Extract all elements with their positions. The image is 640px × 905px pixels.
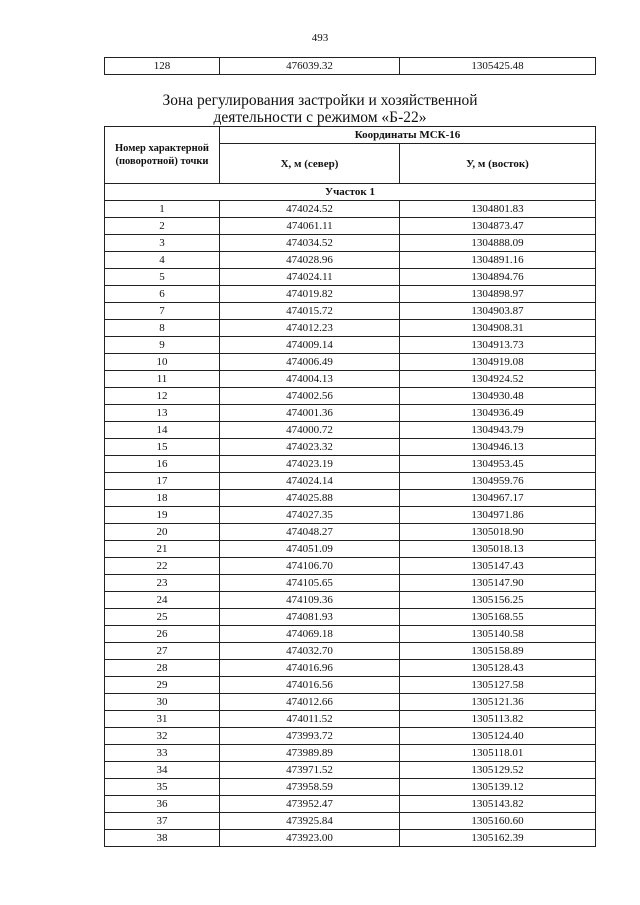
x-coordinate-cell: 474004.13: [220, 371, 400, 388]
point-number-cell: 35: [105, 779, 220, 796]
point-number-cell: 12: [105, 388, 220, 405]
point-number-cell: 26: [105, 626, 220, 643]
table-row: [105, 286, 596, 303]
point-number-cell: 34: [105, 762, 220, 779]
y-coordinate-cell: 1305162.39: [400, 830, 596, 847]
y-coordinate-cell: 1305147.43: [400, 558, 596, 575]
table-row: [105, 439, 596, 456]
page-number: 493: [311, 32, 329, 44]
x-coordinate-cell: 474012.23: [220, 320, 400, 337]
y-coordinate-cell: 1304908.31: [400, 320, 596, 337]
x-coordinate-cell: 474019.82: [220, 286, 400, 303]
x-coordinate-cell: 473958.59: [220, 779, 400, 796]
y-coordinate-cell: 1305018.13: [400, 541, 596, 558]
point-number-cell: 8: [105, 320, 220, 337]
x-coordinate-cell: 476039.32: [220, 58, 400, 75]
point-number-cell: 5: [105, 269, 220, 286]
y-coordinate-cell: 1305127.58: [400, 677, 596, 694]
y-coordinate-cell: 1304930.48: [400, 388, 596, 405]
point-number-cell: 4: [105, 252, 220, 269]
table-row: [105, 643, 596, 660]
table-row: [105, 762, 596, 779]
table-row: [105, 541, 596, 558]
table-row: [105, 507, 596, 524]
table-row: [105, 779, 596, 796]
point-number-cell: 23: [105, 575, 220, 592]
table-row: [105, 711, 596, 728]
coordinates-table: [104, 126, 596, 847]
section-heading: Участок 1: [105, 184, 596, 201]
point-number-cell: 7: [105, 303, 220, 320]
point-number-cell: 15: [105, 439, 220, 456]
y-coordinate-cell: 1304873.47: [400, 218, 596, 235]
table-row: [105, 660, 596, 677]
y-coordinate-cell: 1305129.52: [400, 762, 596, 779]
table-row: [105, 575, 596, 592]
y-coordinate-cell: 1304924.52: [400, 371, 596, 388]
point-number-cell: 13: [105, 405, 220, 422]
table-row: [105, 456, 596, 473]
point-number-cell: 27: [105, 643, 220, 660]
x-coordinate-cell: 474032.70: [220, 643, 400, 660]
y-coordinate-cell: 1304967.17: [400, 490, 596, 507]
table-row: [105, 422, 596, 439]
table-row: [105, 677, 596, 694]
x-coordinate-cell: 474034.52: [220, 235, 400, 252]
x-coordinate-cell: 474024.52: [220, 201, 400, 218]
point-number-cell: 1: [105, 201, 220, 218]
x-coordinate-cell: 474001.36: [220, 405, 400, 422]
y-coordinate-cell: 1305160.60: [400, 813, 596, 830]
point-number-cell: 29: [105, 677, 220, 694]
x-column-header: X, м (север): [220, 144, 400, 184]
y-coordinate-cell: 1305018.90: [400, 524, 596, 541]
x-coordinate-cell: 474002.56: [220, 388, 400, 405]
coordinate-system-header: Координаты МСК-16: [220, 127, 596, 144]
x-coordinate-cell: 473971.52: [220, 762, 400, 779]
y-coordinate-cell: 1304913.73: [400, 337, 596, 354]
x-coordinate-cell: 473923.00: [220, 830, 400, 847]
y-coordinate-cell: 1304801.83: [400, 201, 596, 218]
point-number-cell: 128: [105, 58, 220, 75]
x-coordinate-cell: 474051.09: [220, 541, 400, 558]
point-number-cell: 17: [105, 473, 220, 490]
point-number-cell: 9: [105, 337, 220, 354]
table-row: [105, 609, 596, 626]
y-coordinate-cell: 1305143.82: [400, 796, 596, 813]
point-number-cell: 3: [105, 235, 220, 252]
point-number-cell: 11: [105, 371, 220, 388]
y-coordinate-cell: 1305121.36: [400, 694, 596, 711]
point-number-cell: 37: [105, 813, 220, 830]
table-row: [105, 337, 596, 354]
y-coordinate-cell: 1304894.76: [400, 269, 596, 286]
table-row: [105, 371, 596, 388]
table-row: [105, 235, 596, 252]
zone-title: Зона регулирования застройки и хозяйственной деятельности с режимом «Б-22»: [162, 92, 478, 126]
x-coordinate-cell: 474023.32: [220, 439, 400, 456]
x-coordinate-cell: 473925.84: [220, 813, 400, 830]
point-number-cell: 20: [105, 524, 220, 541]
table-row: [105, 473, 596, 490]
point-number-header: Номер характерной (поворотной) точки: [105, 127, 220, 184]
y-coordinate-cell: 1305118.01: [400, 745, 596, 762]
point-number-cell: 24: [105, 592, 220, 609]
point-number-cell: 28: [105, 660, 220, 677]
x-coordinate-cell: 474069.18: [220, 626, 400, 643]
point-number-cell: 33: [105, 745, 220, 762]
point-number-cell: 16: [105, 456, 220, 473]
table-row: [105, 218, 596, 235]
point-number-cell: 30: [105, 694, 220, 711]
x-coordinate-cell: 474048.27: [220, 524, 400, 541]
point-number-cell: 32: [105, 728, 220, 745]
x-coordinate-cell: 474024.11: [220, 269, 400, 286]
table-row: [105, 303, 596, 320]
y-coordinate-cell: 1305124.40: [400, 728, 596, 745]
x-coordinate-cell: 474016.56: [220, 677, 400, 694]
y-coordinate-cell: 1304903.87: [400, 303, 596, 320]
x-coordinate-cell: 474006.49: [220, 354, 400, 371]
y-coordinate-cell: 1304946.13: [400, 439, 596, 456]
x-coordinate-cell: 474000.72: [220, 422, 400, 439]
point-number-cell: 22: [105, 558, 220, 575]
x-coordinate-cell: 474015.72: [220, 303, 400, 320]
x-coordinate-cell: 473952.47: [220, 796, 400, 813]
x-coordinate-cell: 474009.14: [220, 337, 400, 354]
x-coordinate-cell: 474016.96: [220, 660, 400, 677]
y-coordinate-cell: 1305113.82: [400, 711, 596, 728]
table-row: [105, 405, 596, 422]
table-row: [105, 269, 596, 286]
point-number-cell: 10: [105, 354, 220, 371]
x-coordinate-cell: 474011.52: [220, 711, 400, 728]
table-row: [105, 728, 596, 745]
point-number-cell: 6: [105, 286, 220, 303]
x-coordinate-cell: 474109.36: [220, 592, 400, 609]
y-coordinate-cell: 1305425.48: [400, 58, 596, 75]
table-row: [105, 745, 596, 762]
table-row: [105, 830, 596, 847]
point-number-cell: 31: [105, 711, 220, 728]
y-coordinate-cell: 1304898.97: [400, 286, 596, 303]
x-coordinate-cell: 473993.72: [220, 728, 400, 745]
table-row: [105, 490, 596, 507]
x-coordinate-cell: 474028.96: [220, 252, 400, 269]
x-coordinate-cell: 474027.35: [220, 507, 400, 524]
table-row: [105, 320, 596, 337]
point-number-cell: 19: [105, 507, 220, 524]
x-coordinate-cell: 474023.19: [220, 456, 400, 473]
x-coordinate-cell: 474024.14: [220, 473, 400, 490]
table-row: [105, 524, 596, 541]
y-coordinate-cell: 1305140.58: [400, 626, 596, 643]
table-row: [105, 201, 596, 218]
table-row: [105, 558, 596, 575]
y-coordinate-cell: 1305156.25: [400, 592, 596, 609]
y-coordinate-cell: 1305139.12: [400, 779, 596, 796]
y-coordinate-cell: 1304971.86: [400, 507, 596, 524]
y-coordinate-cell: 1305147.90: [400, 575, 596, 592]
point-number-cell: 2: [105, 218, 220, 235]
y-coordinate-cell: 1304959.76: [400, 473, 596, 490]
table-row: [105, 58, 596, 75]
table-row: [105, 388, 596, 405]
y-coordinate-cell: 1305128.43: [400, 660, 596, 677]
y-coordinate-cell: 1304936.49: [400, 405, 596, 422]
continuation-table: [104, 57, 596, 75]
table-row: [105, 354, 596, 371]
table-row: [105, 694, 596, 711]
y-coordinate-cell: 1305158.89: [400, 643, 596, 660]
y-coordinate-cell: 1304891.16: [400, 252, 596, 269]
point-number-cell: 14: [105, 422, 220, 439]
y-coordinate-cell: 1304943.79: [400, 422, 596, 439]
y-column-header: У, м (восток): [400, 144, 596, 184]
y-coordinate-cell: 1304888.09: [400, 235, 596, 252]
table-row: [105, 626, 596, 643]
x-coordinate-cell: 474061.11: [220, 218, 400, 235]
x-coordinate-cell: 474105.65: [220, 575, 400, 592]
x-coordinate-cell: 473989.89: [220, 745, 400, 762]
table-row: [105, 796, 596, 813]
x-coordinate-cell: 474081.93: [220, 609, 400, 626]
point-number-cell: 38: [105, 830, 220, 847]
x-coordinate-cell: 474012.66: [220, 694, 400, 711]
y-coordinate-cell: 1305168.55: [400, 609, 596, 626]
table-row: [105, 813, 596, 830]
table-row: [105, 592, 596, 609]
point-number-cell: 18: [105, 490, 220, 507]
table-row: [105, 252, 596, 269]
x-coordinate-cell: 474025.88: [220, 490, 400, 507]
point-number-cell: 25: [105, 609, 220, 626]
y-coordinate-cell: 1304953.45: [400, 456, 596, 473]
point-number-cell: 36: [105, 796, 220, 813]
point-number-cell: 21: [105, 541, 220, 558]
y-coordinate-cell: 1304919.08: [400, 354, 596, 371]
x-coordinate-cell: 474106.70: [220, 558, 400, 575]
